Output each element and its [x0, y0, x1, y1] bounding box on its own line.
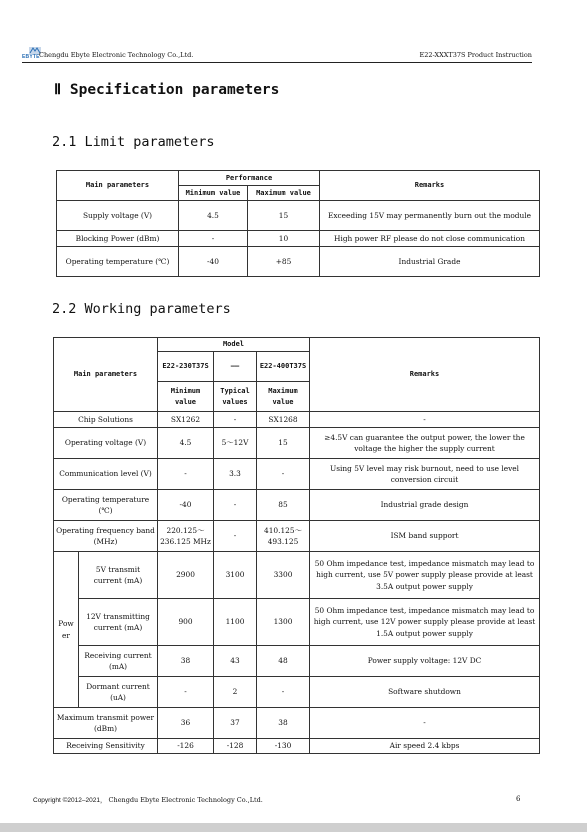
working-header-typ: Typical values	[214, 382, 257, 412]
working-max: 38	[257, 708, 310, 739]
working-remark: -	[310, 412, 540, 428]
power-min: 2900	[158, 552, 214, 599]
working-max: 15	[257, 428, 310, 459]
working-min: 220.125～236.125 MHz	[158, 521, 214, 552]
limit-header-remarks: Remarks	[320, 171, 540, 201]
table-row	[54, 599, 540, 646]
working-header-max: Maximum value	[257, 382, 310, 412]
working-param: Maximum transmit power (dBm)	[54, 708, 158, 739]
table-row	[54, 428, 540, 459]
power-min: -	[158, 677, 214, 708]
working-typ: 37	[214, 708, 257, 739]
limit-remark: High power RF please do not close communication	[320, 231, 540, 247]
power-remark: Software shutdown	[310, 677, 540, 708]
footer-copyright: Copyright ©2012–2021，	[33, 797, 107, 804]
working-min: 4.5	[158, 428, 214, 459]
working-typ: 3.3	[214, 459, 257, 490]
power-typ: 1100	[214, 599, 257, 646]
table-row	[54, 552, 540, 599]
working-header-remarks: Remarks	[310, 338, 540, 412]
power-typ: 43	[214, 646, 257, 677]
power-group-label: Power	[54, 552, 79, 708]
table-row	[54, 412, 540, 428]
power-max: 1300	[257, 599, 310, 646]
limit-header-min: Minimum value	[179, 186, 248, 201]
limit-header-main: Main parameters	[57, 171, 179, 201]
working-param: Operating temperature (℃)	[54, 490, 158, 521]
working-header-min: Minimum value	[158, 382, 214, 412]
working-min: -126	[158, 739, 214, 754]
limit-min: 4.5	[179, 201, 248, 231]
table-row	[57, 231, 540, 247]
footer-company: Chengdu Ebyte Electronic Technology Co.,Ltd.	[108, 796, 263, 804]
limit-remark: Exceeding 15V may permanently burn out the module	[320, 201, 540, 231]
power-param: 12V transmitting current (mA)	[79, 599, 158, 646]
logo-text: EBYTE	[22, 54, 40, 60]
table-row	[54, 459, 540, 490]
table-row	[54, 677, 540, 708]
working-max: 85	[257, 490, 310, 521]
table-row	[54, 490, 540, 521]
working-param: Communication level (V)	[54, 459, 158, 490]
working-remark: ≥4.5V can guarantee the output power, the lower the voltage the higher the supply current	[310, 428, 540, 459]
power-param: 5V transmit current (mA)	[79, 552, 158, 599]
limit-max: 10	[248, 231, 320, 247]
working-min: -	[158, 459, 214, 490]
page-header	[22, 48, 532, 63]
header-doc-title: E22-XXXT37S Product Instruction	[419, 51, 532, 59]
working-param: Chip Solutions	[54, 412, 158, 428]
limit-max: +85	[248, 247, 320, 277]
power-param: Dormant current (uA)	[79, 677, 158, 708]
working-param: Receiving Sensitivity	[54, 739, 158, 754]
working-max: 410.125～493.125	[257, 521, 310, 552]
limit-header-max: Maximum value	[248, 186, 320, 201]
power-max: -	[257, 677, 310, 708]
working-param: Operating voltage (V)	[54, 428, 158, 459]
working-typ: -128	[214, 739, 257, 754]
working-remark: Air speed 2.4 kbps	[310, 739, 540, 754]
power-max: 3300	[257, 552, 310, 599]
working-max: -130	[257, 739, 310, 754]
working-typ: -	[214, 521, 257, 552]
working-typ: -	[214, 412, 257, 428]
working-remark: Industrial grade design	[310, 490, 540, 521]
working-header-model: Model	[158, 338, 310, 352]
limit-param: Blocking Power (dBm)	[57, 231, 179, 247]
limit-min: -	[179, 231, 248, 247]
power-typ: 2	[214, 677, 257, 708]
working-min: -40	[158, 490, 214, 521]
header-company: Chengdu Ebyte Electronic Technology Co.,Ltd.	[39, 51, 194, 59]
limit-param: Operating temperature (℃)	[57, 247, 179, 277]
bottom-divider	[0, 823, 587, 832]
power-typ: 3100	[214, 552, 257, 599]
page-number: 6	[516, 795, 521, 803]
power-remark: 50 Ohm impedance test, impedance mismatch may lead to high current, use 12V power supply please provide at least 1.5A output power supply	[310, 599, 540, 646]
power-param: Receiving current (mA)	[79, 646, 158, 677]
limit-param: Supply voltage (V)	[57, 201, 179, 231]
section-title: Ⅱ Specification parameters	[54, 82, 280, 98]
working-remark: Using 5V level may risk burnout, need to use level conversion circuit	[310, 459, 540, 490]
power-remark: Power supply voltage: 12V DC	[310, 646, 540, 677]
limit-max: 15	[248, 201, 320, 231]
table-row	[54, 646, 540, 677]
table-row	[54, 708, 540, 739]
page-footer	[33, 795, 263, 804]
working-typ: -	[214, 490, 257, 521]
working-max: -	[257, 459, 310, 490]
power-remark: 50 Ohm impedance test, impedance mismatch may lead to high current, use 5V power supply please provide at least 3.5A output power supply	[310, 552, 540, 599]
table-row	[54, 521, 540, 552]
working-header-main: Main parameters	[54, 338, 158, 412]
model-400: E22-400T37S	[257, 352, 310, 382]
working-section-title: 2.2 Working parameters	[52, 301, 231, 317]
working-typ: 5～12V	[214, 428, 257, 459]
working-remark: ISM band support	[310, 521, 540, 552]
working-table	[53, 337, 540, 754]
working-min: SX1262	[158, 412, 214, 428]
limit-header-performance: Performance	[179, 171, 320, 186]
model-230: E22-230T37S	[158, 352, 214, 382]
power-max: 48	[257, 646, 310, 677]
model-dash: ——	[214, 352, 257, 382]
table-row	[54, 739, 540, 754]
working-min: 36	[158, 708, 214, 739]
working-remark: -	[310, 708, 540, 739]
power-min: 900	[158, 599, 214, 646]
limit-remark: Industrial Grade	[320, 247, 540, 277]
limit-section-title: 2.1 Limit parameters	[52, 134, 215, 150]
power-min: 38	[158, 646, 214, 677]
limit-min: -40	[179, 247, 248, 277]
working-max: SX1268	[257, 412, 310, 428]
working-param: Operating frequency band (MHz)	[54, 521, 158, 552]
limit-table	[56, 170, 540, 277]
table-row	[57, 201, 540, 231]
table-row	[57, 247, 540, 277]
